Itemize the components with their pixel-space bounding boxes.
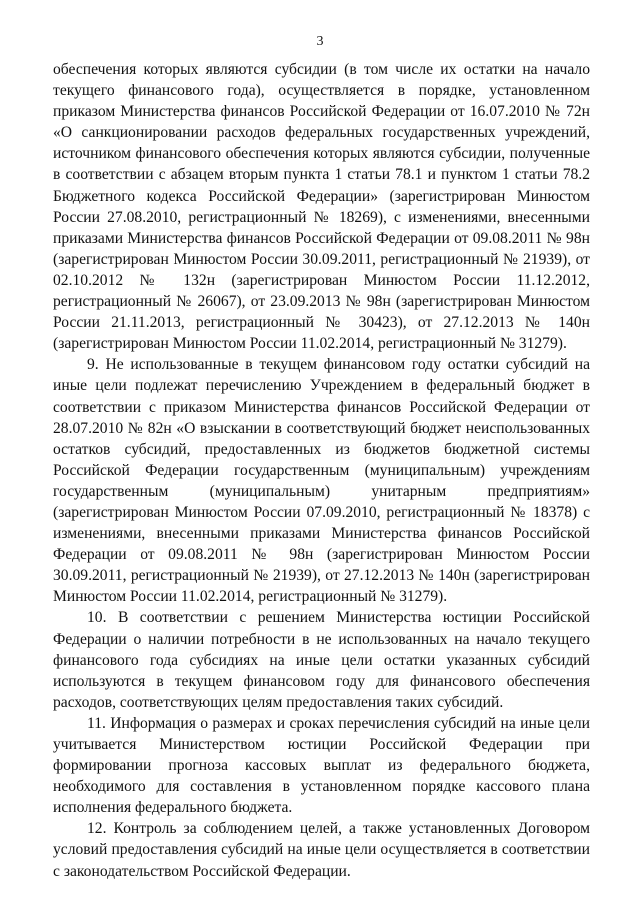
paragraph-12: 12. Контроль за соблюдением целей, а также установленных Договором условий предоставления субсидий на иные цели осуществляется в соответствии с законодательством Российской Федерации.: [53, 820, 590, 880]
paragraph-11: 11. Информация о размерах и сроках перечисления субсидий на иные цели учитывается Министерством юстиции Российской Федерации при формировании прогноза кассовых выплат из федерального бюджета, необходимого для составления в установленном порядке кассового плана исполнения федерального бюджета.: [53, 714, 590, 817]
paragraph-8-continuation: обеспечения которых являются субсидии (в том числе их остатки на начало текущего финансового года), осуществляется в порядке, установленном приказом Министерства финансов Российской Федерации от 16.07.2010 № 72н «О санкционировании расходов федеральных государственных учреждений, источником финансового обеспечения которых являются субсидии, полученные в соответствии с абзацем вторым пункта 1 статьи 78.1 и пунктом 1 статьи 78.2 Бюджетного кодекса Российской Федерации» (зарегистрирован Минюстом России 27.08.2010, регистрационный № 18269), с изменениями, внесенными приказами Министерства финансов Российской Федерации от 09.08.2011 № 98н (зарегистрирован Минюстом России 30.09.2011, регистрационный № 21939), от 02.10.2012 № 132н (зарегистрирован Минюстом России 11.12.2012, регистрационный № 26067), от 23.09.2013 № 98н (зарегистрирован Минюстом России 21.11.2013, регистрационный № 30423), от 27.12.2013 № 140н (зарегистрирован Минюстом России 11.02.2014, регистрационный № 31279).: [53, 61, 590, 353]
paragraph-10: 10. В соответствии с решением Министерства юстиции Российской Федерации о наличии потребности в не использованных на начало текущего финансового года субсидиях на иные цели остатки указанных субсидий используются в текущем финансовом году для финансового обеспечения расходов, соответствующих целям предоставления таких субсидий.: [53, 609, 590, 711]
page-number: 3: [316, 34, 324, 49]
document-body: [53, 59, 590, 882]
paragraph-9: 9. Не использованные в текущем финансовом году остатки субсидий на иные цели подлежат перечислению Учреждением в федеральный бюджет в соответствии с приказом Министерства финансов Российской Федерации от 28.07.2010 № 82н «О взыскании в соответствующий бюджет неиспользованных остатков субсидий, предоставленных из бюджетов бюджетной системы Российской Федерации государственным (муниципальным) учреждениям государственным (муниципальным) унитарным предприятиям» (зарегистрирован Минюстом России 07.09.2010, регистрационный № 18378) с изменениями, внесенными приказами Министерства финансов Российской Федерации от 09.08.2011 № 98н (зарегистрирован Минюстом России 30.09.2011, регистрационный № 21939), от 27.12.2013 № 140н (зарегистрирован Минюстом России 11.02.2014, регистрационный № 31279).: [53, 356, 590, 606]
